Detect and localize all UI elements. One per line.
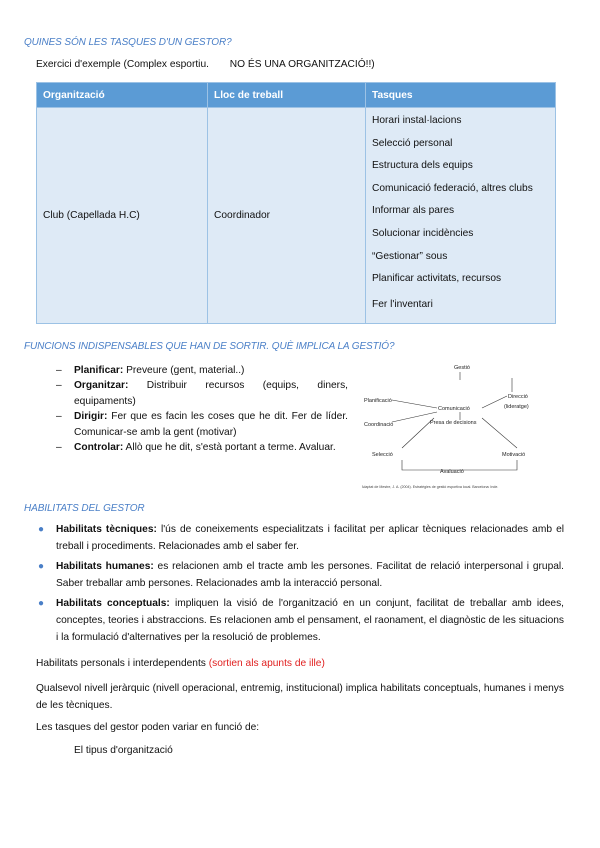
task-item: Informar als pares bbox=[372, 205, 455, 217]
task-item: Estructura dels equips bbox=[372, 160, 473, 172]
section-heading-skills: HABILITATS DEL GESTOR bbox=[24, 503, 145, 514]
task-item: Selecció personal bbox=[372, 137, 453, 149]
bullet-icon: ● bbox=[38, 524, 45, 535]
hierarchy-paragraph: Qualsevol nivell jeràrquic (nivell operacional, entremig, institucional) implica habilitats conceptuals, humanes i menys de les tècniques. bbox=[36, 683, 564, 711]
list-item bbox=[36, 522, 564, 555]
dash-bullet-icon: – bbox=[56, 411, 62, 423]
diagram-label: Direcció bbox=[508, 394, 528, 400]
skill-text: impliquen la visió de l'organització en un conjunt, facilitat de treballar amb idees, conceptes, teories i abstraccions. Es relacionen amb el pensament, el raonament, el diagnòstic de les situacions i la formulació d'alternatives per la resolució de problemes. bbox=[56, 598, 565, 643]
header-organization: Organització bbox=[37, 83, 208, 108]
cell-position: Coordinador bbox=[208, 108, 366, 324]
management-diagram bbox=[362, 360, 562, 500]
section-heading-tasks: QUINES SÓN LES TASQUES D'UN GESTOR? bbox=[24, 37, 232, 48]
bullet-icon: ● bbox=[38, 561, 45, 573]
diagram-caption: Font: Adaptat de Mestre, J. A. (2004). Estratègies de gestió esportiva local. Barcelona: Inde. bbox=[362, 485, 499, 489]
task-item: Horari instal·lacions bbox=[372, 115, 462, 126]
table-row bbox=[37, 108, 556, 324]
section-heading-functions: FUNCIONS INDISPENSABLES QUE HAN DE SORTIR. QUÈ IMPLICA LA GESTIÓ? bbox=[24, 341, 395, 352]
function-term: Organitzar: bbox=[74, 380, 129, 392]
skill-term: Habilitats conceptuals: bbox=[56, 598, 170, 610]
header-position: Lloc de treball bbox=[208, 83, 366, 108]
skill-term: Habilitats humanes: bbox=[56, 561, 154, 573]
task-item: Comunicació federació, altres clubs bbox=[372, 182, 533, 194]
bullet-icon: ● bbox=[38, 598, 45, 610]
function-term: Planificar: bbox=[74, 365, 124, 376]
header-tasks: Tasques bbox=[366, 83, 556, 108]
diagram-label: Coordinació bbox=[364, 422, 394, 428]
functions-list bbox=[56, 363, 348, 455]
example-intro bbox=[36, 59, 375, 70]
function-term: Dirigir: bbox=[74, 411, 108, 423]
vary-item: El tipus d'organització bbox=[74, 745, 173, 756]
skills-list bbox=[36, 522, 564, 650]
skill-text: es relacionen amb el tracte amb les persones. Facilitat de relació interpersonal i grupal. Saber treballar amb persones. Relacionades amb la interacció personal. bbox=[56, 561, 565, 589]
function-term: Controlar: bbox=[74, 442, 124, 454]
function-text: Preveure (gent, material..) bbox=[123, 365, 245, 376]
example-intro-text: Exercici d'exemple (Complex esportiu. bbox=[36, 59, 209, 70]
skill-term: Habilitats tècniques: bbox=[56, 524, 157, 535]
task-item: Planificar activitats, recursos bbox=[372, 273, 502, 285]
diagram-label: (lideratge) bbox=[504, 404, 529, 410]
list-item bbox=[56, 440, 348, 455]
function-text: Distribuir recursos (equips, diners, equipaments) bbox=[74, 380, 348, 407]
table-header-row bbox=[37, 83, 556, 108]
diagram-label: Comunicació bbox=[438, 406, 470, 412]
task-item: “Gestionar” sous bbox=[372, 250, 448, 262]
cell-tasks bbox=[366, 108, 556, 324]
task-item: Fer l'inventari bbox=[372, 298, 433, 310]
cell-organization: Club (Capellada H.C) bbox=[37, 108, 208, 324]
function-text: Allò que he dit, s'està portant a terme. Avaluar. bbox=[123, 442, 336, 454]
list-item bbox=[56, 363, 348, 378]
personal-skills: Habilitats personals i interdependents bbox=[36, 658, 206, 669]
diagram-label: Motivació bbox=[502, 452, 526, 458]
list-item bbox=[56, 409, 348, 440]
diagram-label: Presa de decisions bbox=[430, 420, 477, 426]
example-note: NO ÉS UNA ORGANITZACIÓ!!) bbox=[229, 59, 375, 70]
function-text: Fer que es facin les coses que he dit. Fer de líder. Comunicar-se amb la gent (motivar) bbox=[74, 411, 348, 438]
personal-skills-line bbox=[36, 656, 564, 673]
list-item bbox=[36, 596, 564, 646]
dash-bullet-icon: – bbox=[56, 442, 62, 454]
vary-line: Les tasques del gestor poden variar en funció de: bbox=[36, 722, 260, 733]
diagram-label: Gestió bbox=[454, 365, 470, 371]
diagram-svg bbox=[362, 360, 562, 500]
diagram-label: Planificació bbox=[364, 398, 392, 404]
list-item bbox=[56, 378, 348, 409]
dash-bullet-icon: – bbox=[56, 380, 62, 392]
diagram-label: Selecció bbox=[372, 452, 393, 458]
list-item bbox=[36, 559, 564, 592]
diagram-label: Avaluació bbox=[440, 469, 464, 475]
dash-bullet-icon: – bbox=[56, 365, 62, 376]
task-item: Solucionar incidències bbox=[372, 227, 474, 239]
personal-skills-note: (sortien als apunts de ille) bbox=[208, 658, 325, 669]
tasks-table bbox=[36, 82, 556, 324]
skill-text: l'ús de coneixements especialitzats i facilitat per aplicar tècniques relacionades amb el treball i procediments. Relacionades amb el saber fer. bbox=[56, 524, 564, 552]
